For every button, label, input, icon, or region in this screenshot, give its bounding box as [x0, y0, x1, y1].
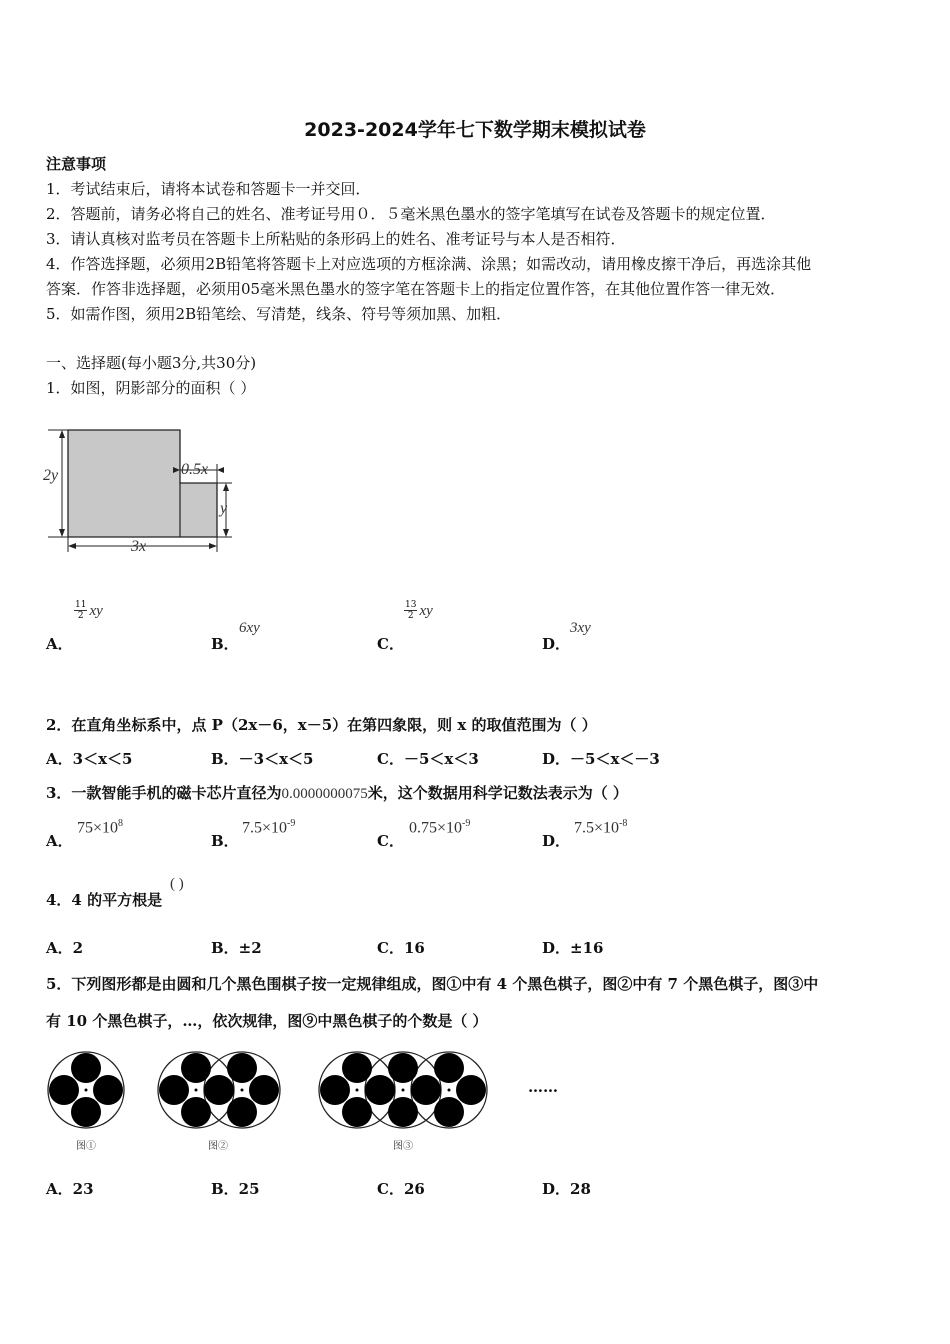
option-b-expr: 6xy — [239, 620, 260, 636]
section-heading: 一、选择题(每小题3分,共30分) — [46, 354, 257, 372]
question-5-stem-line2: 有 10 个黑色棋子，…，依次规律，图⑨中黑色棋子的个数是（ ） — [46, 1012, 488, 1030]
q5-option-b: B．25 — [211, 1180, 260, 1198]
question-1-stem: 1．如图，阴影部分的面积（ ） — [46, 379, 256, 397]
option-c-expr: $\frac{13}{2}$ xy — [405, 600, 433, 621]
dim-label-2y: 2y — [43, 467, 59, 484]
option-a-expr: $\frac{11}{2}$ xy — [75, 600, 103, 621]
q4-option-a: A．2 — [46, 939, 84, 957]
q5-option-d: D．28 — [542, 1180, 591, 1198]
note-item: 3．请认真核对监考员在答题卡上所粘贴的条形码上的姓名、准考证号与本人是否相符． — [46, 230, 626, 248]
question-4-stem: 4．4 的平方根是 — [46, 891, 163, 909]
option-c-label: C． — [377, 635, 404, 653]
dim-label-3x: 3x — [131, 538, 147, 555]
q4-option-c: C．16 — [377, 939, 425, 957]
dim-label-y: y — [220, 500, 228, 517]
q3-option-c-label: C． — [377, 832, 404, 850]
q2-option-a: A．3＜x＜5 — [46, 750, 133, 768]
q4-option-b: B．±2 — [211, 939, 262, 957]
q3-option-d-label: D． — [542, 832, 571, 850]
option-a-label: A． — [46, 635, 73, 653]
note-item: 5．如需作图，须用2B铅笔绘、写清楚，线条、符号等须加黑、加粗． — [46, 305, 512, 323]
q2-option-b: B．－3＜x＜5 — [211, 750, 314, 768]
q3-option-b-label: B． — [211, 832, 239, 850]
q3-option-a-label: A． — [46, 832, 73, 850]
figure-caption-3: 图③ — [393, 1141, 413, 1152]
q5-option-c: C．26 — [377, 1180, 425, 1198]
page-title: 2023-2024学年七下数学期末模拟试卷 — [304, 119, 646, 141]
option-b-label: B． — [211, 635, 239, 653]
figure-caption-2: 图② — [208, 1141, 228, 1152]
note-item: 1．考试结束后，请将本试卷和答题卡一并交回． — [46, 180, 371, 198]
figure-2 — [158, 1052, 280, 1128]
q3-option-c-expr: $0.75\times 10^{-9}$ — [409, 818, 471, 837]
go-stone-pattern-figures — [44, 1048, 504, 1138]
q4-option-d: D．±16 — [542, 939, 604, 957]
option-d-expr: 3xy — [570, 620, 591, 636]
dim-label-0.5x: 0.5x — [181, 461, 209, 478]
figure-1 — [48, 1052, 124, 1128]
q5-option-a: A．23 — [46, 1180, 94, 1198]
question-2-stem: 2．在直角坐标系中，点 P（2x－6，x－5）在第四象限，则 x 的取值范围为（ ） — [46, 716, 597, 734]
question-4-paren: ( ) — [170, 876, 184, 892]
note-item: 4．作答选择题，必须用2B铅笔将答题卡上对应选项的方框涂满、涂黑；如需改动，请用橡皮擦干净后，再选涂其他 — [46, 255, 812, 273]
figure-ellipsis: …… — [528, 1078, 558, 1096]
q2-option-c: C．－5＜x＜3 — [377, 750, 479, 768]
option-d-label: D． — [542, 635, 571, 653]
figure-3 — [319, 1052, 487, 1128]
question-3-stem: 3．一款智能手机的磁卡芯片直径为0.0000000075米，这个数据用科学记数法表示为（ ） — [46, 784, 628, 802]
q2-option-d: D．－5＜x＜－3 — [542, 750, 660, 768]
q3-option-b-expr: $7.5\times 10^{-9}$ — [242, 818, 296, 837]
q3-option-d-expr: $7.5\times 10^{-8}$ — [574, 818, 628, 837]
note-item: 答案．作答非选择题，必须用05毫米黑色墨水的签字笔在答题卡上的指定位置作答，在其他位置作答一律无效． — [46, 280, 786, 298]
q3-option-a-expr: $75\times 10^8$ — [77, 818, 124, 837]
figure-caption-1: 图① — [76, 1141, 96, 1152]
note-item: 2．答题前，请务必将自己的姓名、准考证号用０．５毫米黑色墨水的签字笔填写在试卷及答题卡的规定位置． — [46, 205, 776, 223]
notes-heading: 注意事项 — [46, 155, 107, 173]
question-5-stem-line1: 5．下列图形都是由圆和几个黑色围棋子按一定规律组成，图①中有 4 个黑色棋子，图②中有 7 个黑色棋子，图③中 — [46, 975, 819, 993]
